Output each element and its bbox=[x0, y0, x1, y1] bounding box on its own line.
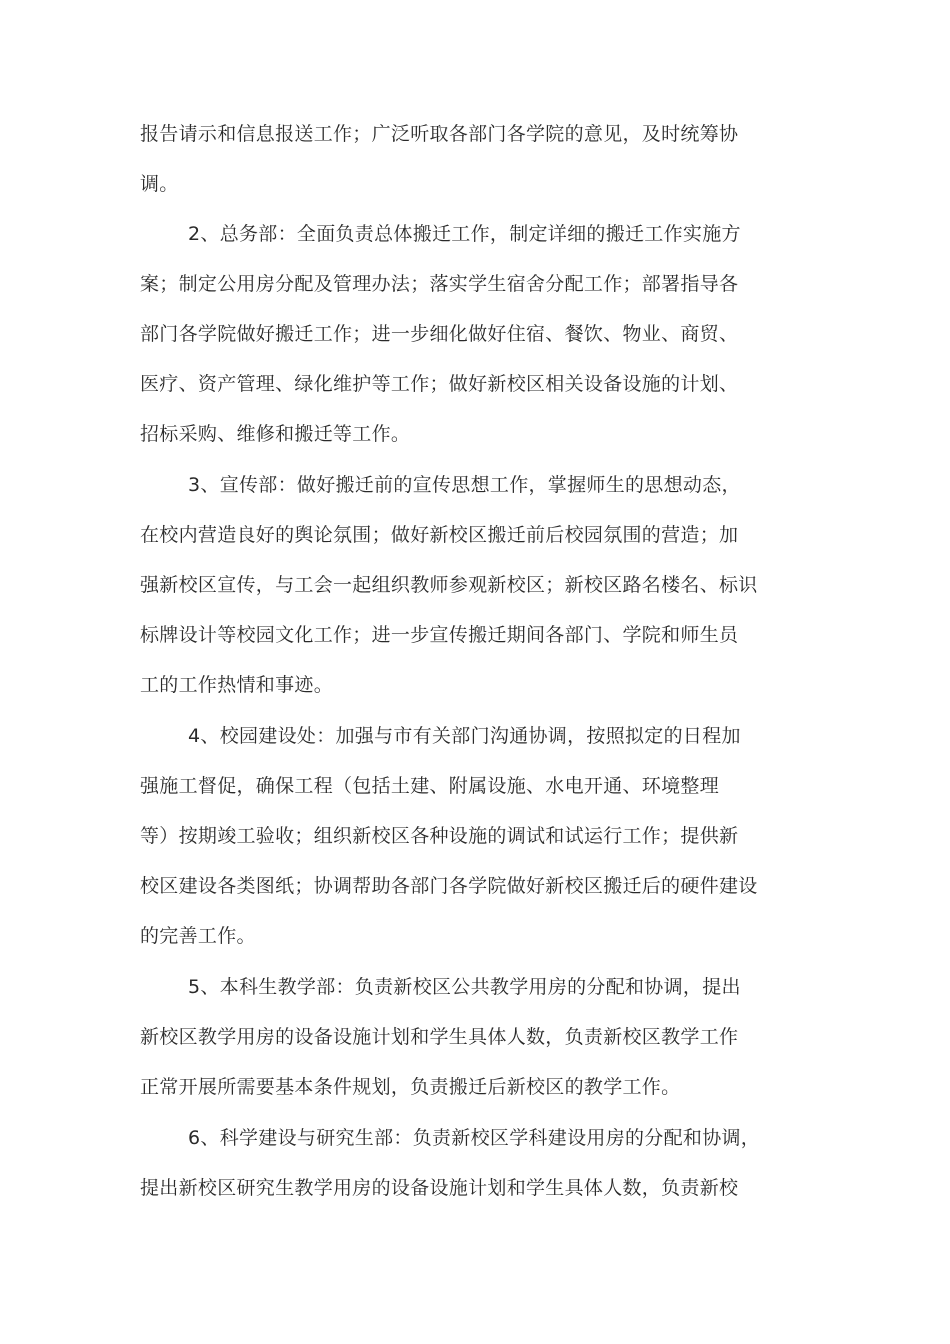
paragraph-start-line: 2、总务部：全面负责总体搬迁工作，制定详细的搬迁工作实施方 bbox=[188, 223, 741, 245]
text-line: 提出新校区研究生教学用房的设备设施计划和学生具体人数，负责新校 bbox=[140, 1177, 739, 1199]
text-line: 标牌设计等校园文化工作；进一步宣传搬迁期间各部门、学院和师生员 bbox=[140, 624, 739, 646]
text-line: 调。 bbox=[140, 173, 179, 195]
paragraph-start-line: 3、宣传部：做好搬迁前的宣传思想工作，掌握师生的思想动态， bbox=[188, 474, 741, 496]
paragraph-start-line: 5、本科生教学部：负责新校区公共教学用房的分配和协调，提出 bbox=[188, 976, 741, 998]
text-line: 新校区教学用房的设备设施计划和学生具体人数，负责新校区教学工作 bbox=[140, 1026, 739, 1048]
text-line: 等）按期竣工验收；组织新校区各种设施的调试和试运行工作；提供新 bbox=[140, 825, 739, 847]
paragraph-start-line: 6、科学建设与研究生部：负责新校区学科建设用房的分配和协调， bbox=[188, 1127, 761, 1149]
text-line: 医疗、资产管理、绿化维护等工作；做好新校区相关设备设施的计划、 bbox=[140, 373, 739, 395]
text-line: 校区建设各类图纸；协调帮助各部门各学院做好新校区搬迁后的硬件建设 bbox=[140, 875, 758, 897]
text-line: 的完善工作。 bbox=[140, 925, 256, 947]
paragraph-start-line: 4、校园建设处：加强与市有关部门沟通协调，按照拟定的日程加 bbox=[188, 725, 741, 747]
text-line: 强新校区宣传，与工会一起组织教师参观新校区；新校区路名楼名、标识 bbox=[140, 574, 758, 596]
text-line: 报告请示和信息报送工作；广泛听取各部门各学院的意见，及时统筹协 bbox=[140, 123, 739, 145]
text-line: 部门各学院做好搬迁工作；进一步细化做好住宿、餐饮、物业、商贸、 bbox=[140, 323, 739, 345]
text-line: 招标采购、维修和搬迁等工作。 bbox=[140, 423, 411, 445]
text-line: 在校内营造良好的舆论氛围；做好新校区搬迁前后校园氛围的营造；加 bbox=[140, 524, 739, 546]
text-line: 案；制定公用房分配及管理办法；落实学生宿舍分配工作；部署指导各 bbox=[140, 273, 739, 295]
text-line: 工的工作热情和事迹。 bbox=[140, 674, 334, 696]
text-line: 正常开展所需要基本条件规划，负责搬迁后新校区的教学工作。 bbox=[140, 1076, 681, 1098]
text-line: 强施工督促，确保工程（包括土建、附属设施、水电开通、环境整理 bbox=[140, 775, 720, 797]
